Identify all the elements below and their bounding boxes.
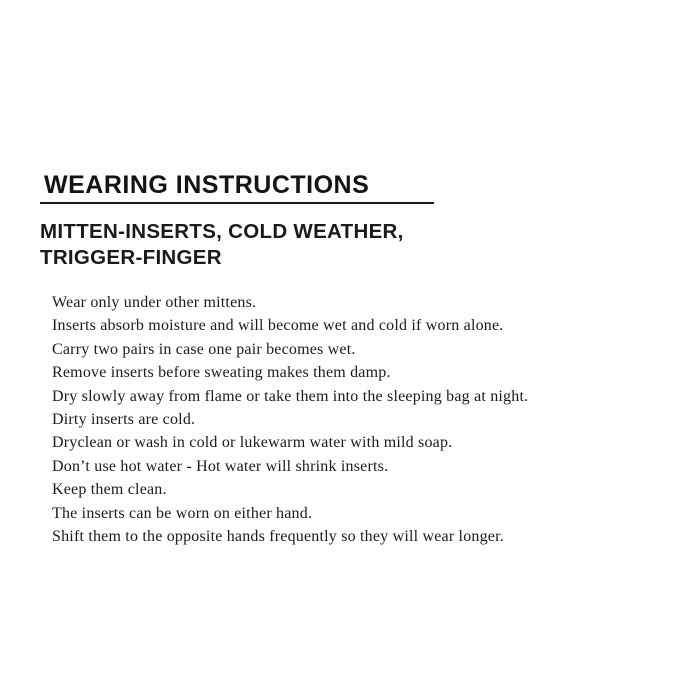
instruction-line: Inserts absorb moisture and will become wet and cold if worn alone. [52, 317, 504, 335]
instruction-line: Remove inserts before sweating makes them damp. [52, 364, 391, 382]
instruction-line: Don’t use hot water - Hot water will shrink inserts. [52, 457, 389, 475]
instruction-line: Wear only under other mittens. [52, 294, 257, 311]
instruction-line: Carry two pairs in case one pair becomes wet. [52, 340, 356, 358]
instruction-line: Dryclean or wash in cold or lukewarm water with mild soap. [52, 434, 453, 452]
instruction-line: Shift them to the opposite hands frequently so they will wear longer. [52, 527, 504, 545]
title-underline [40, 202, 434, 204]
instruction-list [52, 291, 682, 548]
instruction-line: Keep them clean. [52, 481, 167, 499]
instruction-line: Dirty inserts are cold. [52, 410, 196, 428]
instruction-line: Dry slowly away from flame or take them into the sleeping bag at night. [52, 387, 529, 405]
page-title: WEARING INSTRUCTIONS [44, 171, 370, 199]
item-subtitle-line-1: MITTEN-INSERTS, COLD WEATHER, [40, 220, 404, 243]
item-subtitle [40, 219, 404, 271]
instruction-line: The inserts can be worn on either hand. [52, 504, 313, 522]
item-subtitle-line-2: TRIGGER-FINGER [40, 246, 222, 269]
